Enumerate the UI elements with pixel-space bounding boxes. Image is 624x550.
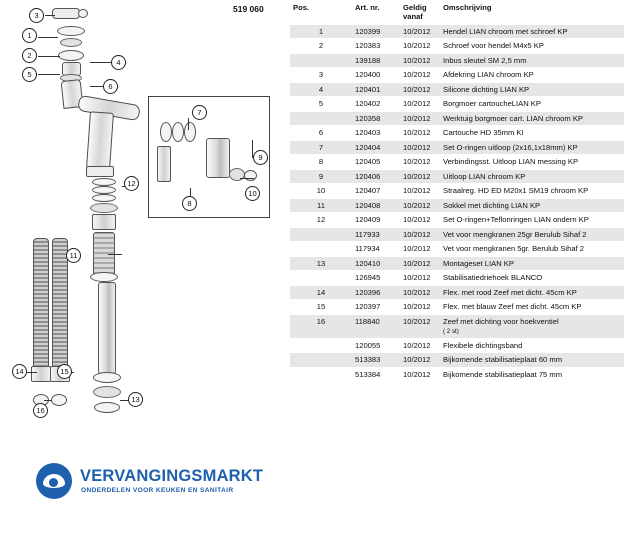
cell-geldig: 10/2012 <box>400 300 440 314</box>
cell-pos <box>290 227 352 241</box>
table-row <box>290 285 624 299</box>
cell-omschrijving: Cartouche HD 35mm KI <box>440 126 624 140</box>
cell-art: 120403 <box>352 126 400 140</box>
table-row <box>290 367 624 381</box>
cell-geldig: 10/2012 <box>400 68 440 82</box>
cell-geldig: 10/2012 <box>400 155 440 169</box>
callout-14: 14 <box>12 364 27 379</box>
cell-omschrijving: Set O-ringen uitloop (2x16,1x18mm) KP <box>440 140 624 154</box>
table-body <box>290 24 624 381</box>
cell-omschrijving: Borgmoer cartoucheLIAN KP <box>440 97 624 111</box>
table-row <box>290 184 624 198</box>
cell-omschrijving: Vet voor mengkranen 25gr Berulub Sihaf 2 <box>440 227 624 241</box>
cell-geldig: 10/2012 <box>400 285 440 299</box>
cell-pos: 12 <box>290 213 352 227</box>
cell-pos <box>290 338 352 352</box>
cell-geldig: 10/2012 <box>400 97 440 111</box>
cell-geldig: 10/2012 <box>400 227 440 241</box>
cell-art: 120400 <box>352 68 400 82</box>
mounting-rod <box>98 282 116 374</box>
leader-line <box>44 400 52 401</box>
outlet-tube <box>206 138 230 178</box>
cell-omschrijving: Afdekring LIAN chroom KP <box>440 68 624 82</box>
cell-omschrijving: Verbindingsst. Uitloop LIAN messing KP <box>440 155 624 169</box>
cell-art: 120383 <box>352 39 400 53</box>
cell-pos: 14 <box>290 285 352 299</box>
callout-8: 8 <box>182 196 197 211</box>
filter-screen-b <box>51 394 67 406</box>
cell-omschrijving: Flex. met blauw Zeef met dicht. 45cm KP <box>440 300 624 314</box>
callout-11: 11 <box>66 248 81 263</box>
connector-piece <box>157 146 171 182</box>
cell-pos <box>290 271 352 285</box>
cell-geldig: 10/2012 <box>400 111 440 125</box>
callout-16: 16 <box>33 403 48 418</box>
cell-geldig: 10/2012 <box>400 198 440 212</box>
header-pos: Pos. <box>290 0 352 24</box>
omschrijving-subtext: ( 2 st) <box>443 328 459 336</box>
cell-omschrijving: Werktuig borgmoer cart. LIAN chroom KP <box>440 111 624 125</box>
cell-pos: 7 <box>290 140 352 154</box>
outlet-oring-c <box>184 122 196 142</box>
table-row <box>290 353 624 367</box>
omschrijving-text: Zeef met dichting voor hoekventiel <box>443 316 559 326</box>
outlet-oring-a <box>160 122 172 142</box>
hose-nut-red <box>31 366 51 382</box>
cell-art: 120055 <box>352 338 400 352</box>
cell-art: 120404 <box>352 140 400 154</box>
cell-omschrijving: Hendel LIAN chroom met schroef KP <box>440 24 624 38</box>
cell-art: 117933 <box>352 227 400 241</box>
cell-geldig: 10/2012 <box>400 39 440 53</box>
aerator-screen <box>244 170 257 181</box>
cell-art: 120409 <box>352 213 400 227</box>
header-omschrijving: Omschrijving <box>440 0 624 24</box>
cell-art: 120405 <box>352 155 400 169</box>
table-row <box>290 300 624 314</box>
callout-6: 6 <box>103 79 118 94</box>
cell-omschrijving: Flex. met rood Zeef met dicht. 45cm KP <box>440 285 624 299</box>
callout-15: 15 <box>57 364 72 379</box>
leader-line <box>90 62 112 63</box>
table-header-row <box>290 0 624 24</box>
cell-pos <box>290 367 352 381</box>
callout-1: 1 <box>22 28 37 43</box>
cell-pos <box>290 353 352 367</box>
callout-10: 10 <box>245 186 260 201</box>
cell-art: 117934 <box>352 242 400 256</box>
callout-12: 12 <box>124 176 139 191</box>
header-geldig: Geldig vanaf <box>400 0 440 24</box>
part-number: 519 060 <box>233 4 264 14</box>
cell-pos: 4 <box>290 82 352 96</box>
cell-pos: 16 <box>290 314 352 338</box>
cell-pos: 9 <box>290 169 352 183</box>
cell-omschrijving: Montageset LIAN KP <box>440 256 624 270</box>
table-row <box>290 24 624 38</box>
cell-pos: 15 <box>290 300 352 314</box>
leader-line <box>108 254 122 255</box>
table-row <box>290 140 624 154</box>
cell-pos: 8 <box>290 155 352 169</box>
table-row <box>290 68 624 82</box>
cell-art: 120396 <box>352 285 400 299</box>
cell-geldig: 10/2012 <box>400 169 440 183</box>
callout-13: 13 <box>128 392 143 407</box>
cell-omschrijving: Schroef voor hendel M4x5 KP <box>440 39 624 53</box>
mounting-washer <box>93 372 121 383</box>
leader-line <box>38 74 60 75</box>
header-art: Art. nr. <box>352 0 400 24</box>
cell-geldig: 10/2012 <box>400 82 440 96</box>
callout-7: 7 <box>192 105 207 120</box>
cell-pos <box>290 53 352 67</box>
cell-art: 120401 <box>352 82 400 96</box>
mounting-nut <box>93 386 121 398</box>
cell-geldig: 10/2012 <box>400 53 440 67</box>
cell-omschrijving: Straalreg. HD ED M20x1 SM19 chroom KP <box>440 184 624 198</box>
cell-art: 513384 <box>352 367 400 381</box>
cell-art: 120406 <box>352 169 400 183</box>
cell-geldig: 10/2012 <box>400 353 440 367</box>
cell-pos: 13 <box>290 256 352 270</box>
leader-line <box>240 178 254 179</box>
leader-line <box>38 37 58 38</box>
handle-screw <box>78 9 88 18</box>
cell-omschrijving: Inbus sleutel SM 2,5 mm <box>440 53 624 67</box>
table-row <box>290 314 624 338</box>
cell-pos: 11 <box>290 198 352 212</box>
table-row <box>290 97 624 111</box>
table-row <box>290 111 624 125</box>
table-row <box>290 155 624 169</box>
logo-tagline: ONDERDELEN VOOR KEUKEN EN SANITAIR <box>81 487 234 494</box>
cell-art: 118840 <box>352 314 400 338</box>
handle-part <box>52 8 80 19</box>
leader-line <box>90 86 104 87</box>
cell-omschrijving: Stabilisatiedriehoek BLANCO <box>440 271 624 285</box>
callout-4: 4 <box>111 55 126 70</box>
lock-nut-part <box>58 50 84 61</box>
cell-pos: 10 <box>290 184 352 198</box>
cell-art: 139188 <box>352 53 400 67</box>
leader-line <box>45 15 55 16</box>
cell-geldig: 10/2012 <box>400 314 440 338</box>
table-row <box>290 39 624 53</box>
cell-omschrijving: Uitloop LIAN chroom KP <box>440 169 624 183</box>
table-row <box>290 213 624 227</box>
flex-hose-red <box>33 238 49 370</box>
callout-5: 5 <box>22 67 37 82</box>
cell-pos <box>290 242 352 256</box>
cell-geldig: 10/2012 <box>400 140 440 154</box>
cell-omschrijving: Bijkomende stabilisatieplaat 75 mm <box>440 367 624 381</box>
cell-geldig: 10/2012 <box>400 24 440 38</box>
leader-line <box>38 56 60 57</box>
cell-pos: 6 <box>290 126 352 140</box>
cell-art: 120402 <box>352 97 400 111</box>
cell-art: 120397 <box>352 300 400 314</box>
oring-2 <box>92 186 116 194</box>
cell-art: 513383 <box>352 353 400 367</box>
cell-pos: 5 <box>290 97 352 111</box>
cell-omschrijving: Vet voor mengkranen 5gr. Berulub Sihaf 2 <box>440 242 624 256</box>
faucet-column <box>86 111 114 170</box>
table-row <box>290 169 624 183</box>
leader-line <box>188 118 189 130</box>
cell-omschrijving: Silicone dichting LIAN KP <box>440 82 624 96</box>
table-row <box>290 227 624 241</box>
faucet-base-flange <box>86 166 114 177</box>
table-row <box>290 242 624 256</box>
cell-geldig: 10/2012 <box>400 242 440 256</box>
table-row <box>290 53 624 67</box>
stud-washer <box>90 272 118 282</box>
cell-omschrijving: Set O-ringen+Teflonringen LIAN ondern KP <box>440 213 624 227</box>
cell-geldig: 10/2012 <box>400 256 440 270</box>
cell-art: 120410 <box>352 256 400 270</box>
aerator-part <box>229 168 245 181</box>
mounting-plate <box>94 402 120 413</box>
cell-geldig: 10/2012 <box>400 338 440 352</box>
cell-omschrijving: Bijkomende stabilisatieplaat 60 mm <box>440 353 624 367</box>
cell-geldig: 10/2012 <box>400 271 440 285</box>
cell-art: 126945 <box>352 271 400 285</box>
logo-mark-icon <box>36 463 72 499</box>
callout-2: 2 <box>22 48 37 63</box>
cell-art: 120407 <box>352 184 400 198</box>
teflon-ring <box>90 203 118 213</box>
company-logo <box>36 463 276 503</box>
table-row <box>290 271 624 285</box>
cell-pos <box>290 111 352 125</box>
cell-geldig: 10/2012 <box>400 367 440 381</box>
cover-ring-part <box>57 26 85 36</box>
cell-geldig: 10/2012 <box>400 184 440 198</box>
silicone-seal-part <box>60 38 82 47</box>
table-row <box>290 198 624 212</box>
cell-art: 120358 <box>352 111 400 125</box>
callout-9: 9 <box>253 150 268 165</box>
cell-geldig: 10/2012 <box>400 126 440 140</box>
logo-name-part2: MARKT <box>202 467 264 485</box>
exploded-diagram <box>0 0 290 550</box>
cell-pos: 3 <box>290 68 352 82</box>
outlet-oring-b <box>172 122 184 142</box>
logo-name-part1: VERVANGINGS <box>80 467 203 485</box>
table-row <box>290 82 624 96</box>
oring-1 <box>92 178 116 186</box>
oring-3 <box>92 194 116 202</box>
socket-part <box>92 214 116 230</box>
callout-3: 3 <box>29 8 44 23</box>
cell-pos: 1 <box>290 24 352 38</box>
cell-art: 120399 <box>352 24 400 38</box>
logo-name <box>80 467 263 486</box>
cell-art: 120408 <box>352 198 400 212</box>
cell-omschrijving: Flexibele dichtingsband <box>440 338 624 352</box>
cell-omschrijving <box>440 314 624 338</box>
parts-table <box>290 0 624 382</box>
table-row <box>290 126 624 140</box>
leader-line <box>27 372 37 373</box>
cell-pos: 2 <box>290 39 352 53</box>
cell-geldig: 10/2012 <box>400 213 440 227</box>
table-row <box>290 256 624 270</box>
cell-omschrijving: Sokkel met dichting LIAN KP <box>440 198 624 212</box>
table-row <box>290 338 624 352</box>
